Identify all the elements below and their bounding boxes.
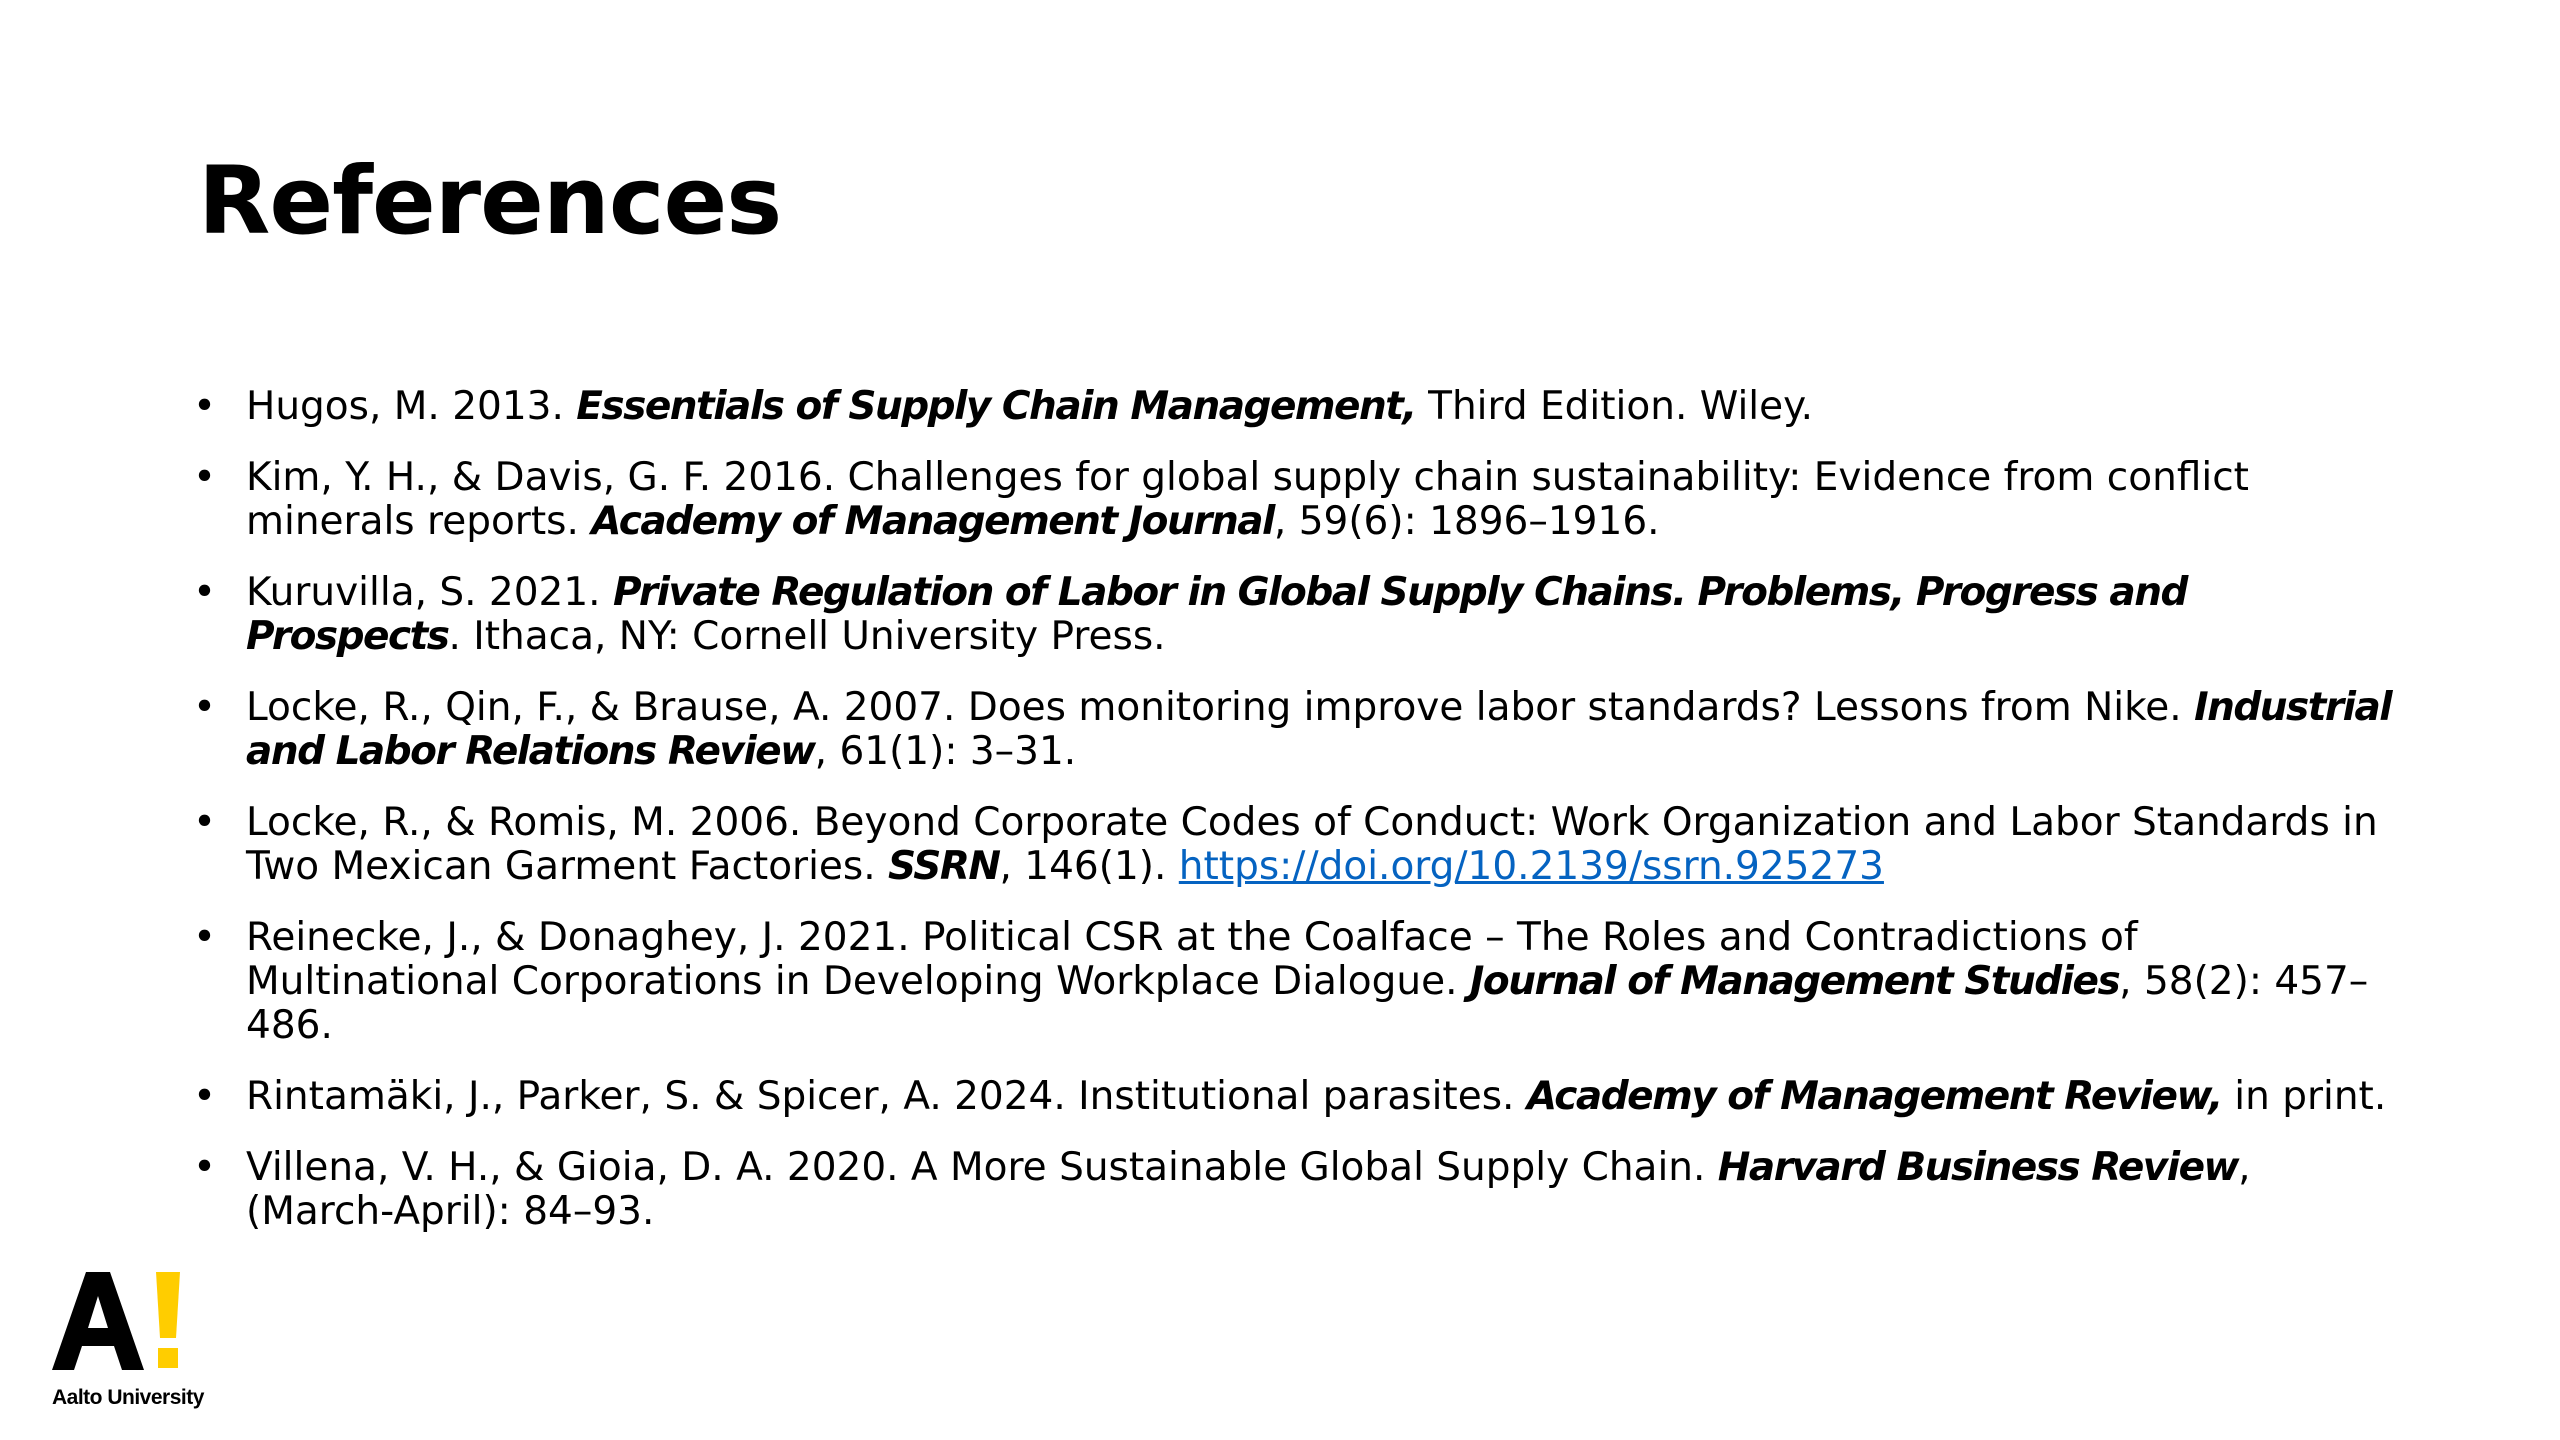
- reference-details: , 58(2): 457–486.: [246, 959, 2369, 1048]
- reference-text: Hugos, M. 2013.: [246, 384, 577, 429]
- reference-journal: Harvard Business Review: [1717, 1145, 2239, 1190]
- reference-journal: Industrial and Labor Relations Review: [246, 685, 2392, 774]
- reference-journal: SSRN: [888, 844, 1000, 889]
- reference-journal: Essentials of Supply Chain Management,: [576, 384, 1416, 429]
- doi-link[interactable]: https://doi.org/10.2139/ssrn.925273: [1178, 844, 1884, 889]
- reference-text: Locke, R., Qin, F., & Brause, A. 2007. Does monitoring improve labor standards? Lessons from Nike.: [246, 685, 2195, 730]
- logo-letter-a: [52, 1272, 144, 1370]
- reference-details: . Ithaca, NY: Cornell University Press.: [448, 614, 1166, 659]
- reference-details: , 59(6): 1896–1916.: [1273, 499, 1660, 544]
- reference-text: Kim, Y. H., & Davis, G. F. 2016. Challenges for global supply chain sustainability: Evidence from conflict minerals reports.: [246, 455, 2249, 544]
- reference-item: [193, 801, 2393, 889]
- reference-item: [193, 916, 2393, 1048]
- reference-item: [193, 385, 2393, 429]
- reference-text: Rintamäki, J., Parker, S. & Spicer, A. 2024. Institutional parasites.: [246, 1074, 1527, 1119]
- reference-item: [193, 1075, 2393, 1119]
- reference-item: [193, 1146, 2393, 1234]
- reference-details: , (March-April): 84–93.: [246, 1145, 2251, 1234]
- reference-details: in print.: [2221, 1074, 2387, 1119]
- aalto-logo-icon: [52, 1268, 192, 1376]
- bullet-icon: •: [193, 800, 217, 845]
- reference-text: Kuruvilla, S. 2021.: [246, 570, 613, 615]
- reference-item: [193, 456, 2393, 544]
- reference-text: Locke, R., & Romis, M. 2006. Beyond Corporate Codes of Conduct: Work Organization and Labor Standards in Two Mexican Garment Factories.: [246, 800, 2378, 889]
- reference-item: [193, 686, 2393, 774]
- reference-details: , 146(1).: [999, 844, 1179, 889]
- bullet-icon: •: [193, 915, 217, 960]
- reference-journal: Academy of Management Review,: [1526, 1074, 2222, 1119]
- reference-journal: Private Regulation of Labor in Global Supply Chains. Problems, Progress and Prospects: [246, 570, 2187, 659]
- reference-journal: Journal of Management Studies: [1469, 959, 2120, 1004]
- reference-text: Villena, V. H., & Gioia, D. A. 2020. A More Sustainable Global Supply Chain.: [246, 1145, 1718, 1190]
- reference-text: Reinecke, J., & Donaghey, J. 2021. Political CSR at the Coalface – The Roles and Contradictions of Multinational Corporations in Developing Workplace Dialogue.: [246, 915, 2138, 1004]
- logo-exclamation: [156, 1272, 180, 1338]
- reference-details: , 61(1): 3–31.: [814, 729, 1077, 774]
- logo-name: Aalto University: [52, 1386, 204, 1409]
- logo-exclamation-dot: [158, 1348, 178, 1368]
- reference-item: [193, 571, 2393, 659]
- reference-journal: Academy of Management Journal: [591, 499, 1274, 544]
- slide-title: References: [198, 147, 782, 256]
- bullet-icon: •: [193, 1145, 217, 1190]
- bullet-icon: •: [193, 570, 217, 615]
- aalto-logo: [52, 1268, 252, 1418]
- references-list: [193, 385, 2393, 1261]
- bullet-icon: •: [193, 1074, 217, 1119]
- bullet-icon: •: [193, 685, 217, 730]
- bullet-icon: •: [193, 455, 217, 500]
- reference-details: Third Edition. Wiley.: [1415, 384, 1814, 429]
- bullet-icon: •: [193, 384, 217, 429]
